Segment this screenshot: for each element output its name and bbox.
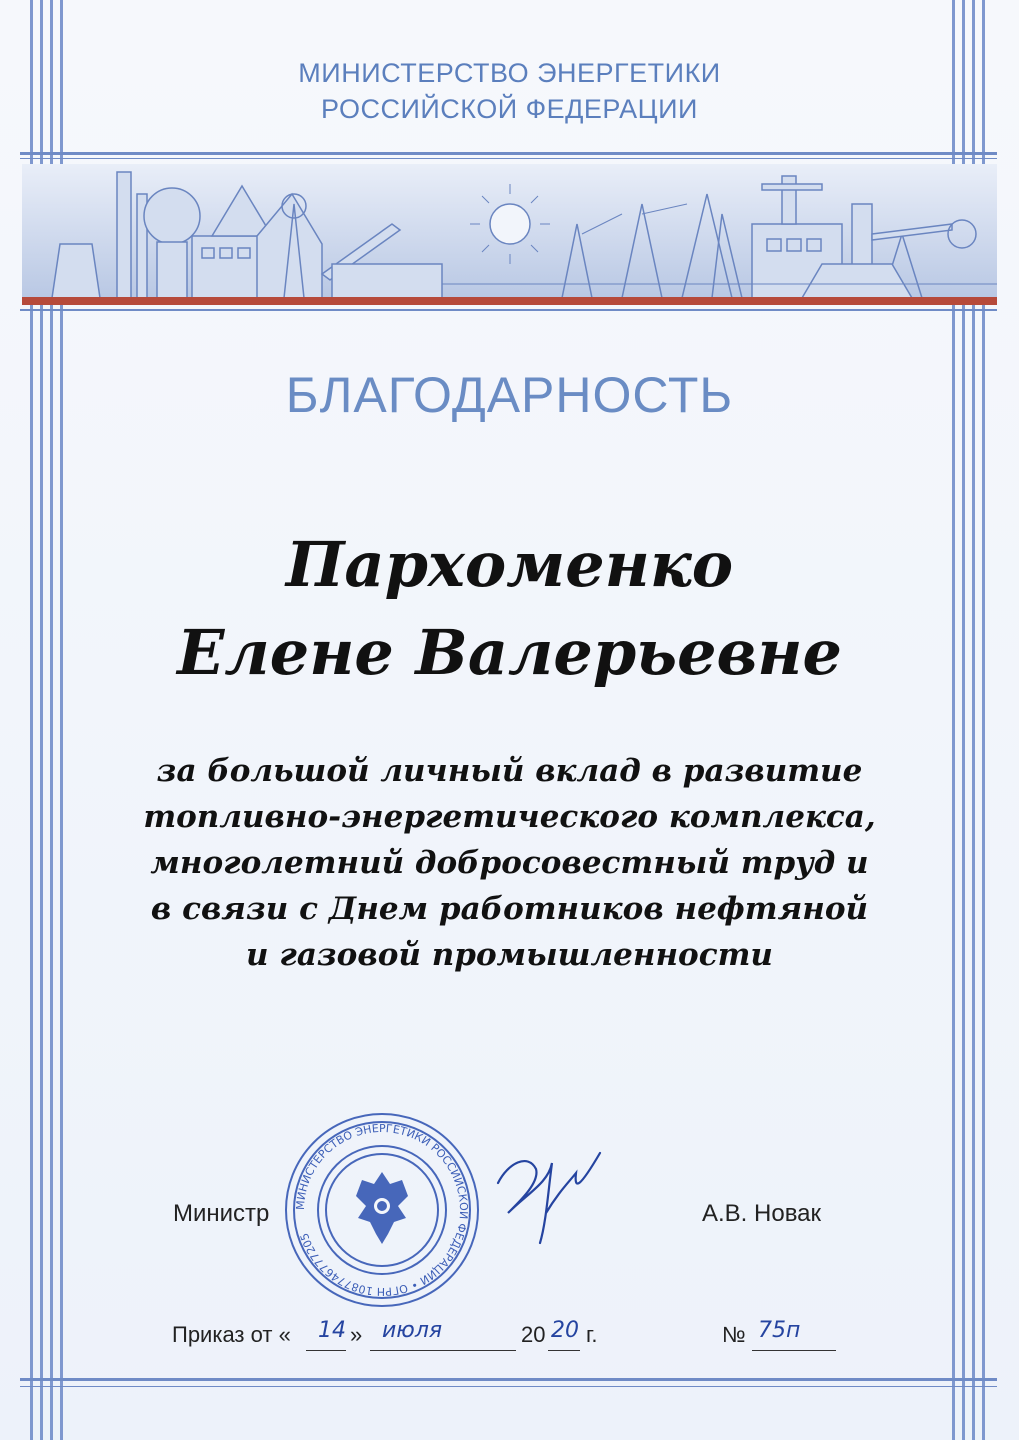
recipient-given-name: Елене Валерьевне [177, 616, 842, 689]
red-band [22, 297, 997, 305]
coat-of-arms-icon [356, 1172, 408, 1244]
number-underline [752, 1350, 836, 1351]
signatory-name: А.В. Новак [702, 1200, 822, 1227]
ministry-line-1: МИНИСТЕРСТВО ЭНЕРГЕТИКИ [298, 58, 721, 88]
day-underline [306, 1350, 346, 1351]
order-month: июля [382, 1318, 443, 1343]
order-year-end: г. [586, 1322, 598, 1347]
citation-line: и газовой промышленности [246, 937, 773, 973]
recipient-surname: Пархоменко [285, 528, 734, 601]
citation-line: многолетний добросовестный труд и [150, 845, 869, 881]
top-rule [20, 152, 997, 155]
bottom-rule-thin [20, 1386, 997, 1387]
citation-text [0, 748, 1019, 978]
bottom-rule [20, 1378, 997, 1381]
order-number-label: № [722, 1322, 746, 1347]
signatory-position: Министр [173, 1200, 270, 1227]
order-year-prefix: 20 [521, 1322, 546, 1347]
order-number: 75п [758, 1318, 801, 1343]
top-rule-thin [20, 158, 997, 159]
citation-line: в связи с Днем работников нефтяной [150, 891, 869, 927]
month-underline [370, 1350, 516, 1351]
document-title: БЛАГОДАРНОСТЬ [285, 367, 734, 423]
citation-line: за большой личный вклад в развитие [156, 753, 863, 789]
order-day: 14 [318, 1318, 346, 1343]
year-underline [548, 1350, 580, 1351]
official-stamp [282, 1110, 482, 1310]
order-year-suffix: 20 [551, 1318, 579, 1343]
stamp-text: МИНИСТЕРСТВО ЭНЕРГЕТИКИ РОССИЙСКОЙ ФЕДЕРАЦИИ • ОГРН 1087746777205 [293, 1121, 471, 1299]
order-prefix: Приказ от « [172, 1322, 291, 1347]
ministry-line-2: РОССИЙСКОЙ ФЕДЕРАЦИИ [321, 94, 698, 124]
industrial-skyline-illustration [22, 164, 997, 298]
citation-line: топливно-энергетического комплекса, [143, 799, 876, 835]
under-rule [20, 309, 997, 311]
handwritten-signature [488, 1143, 608, 1251]
order-day-close: » [350, 1322, 363, 1347]
